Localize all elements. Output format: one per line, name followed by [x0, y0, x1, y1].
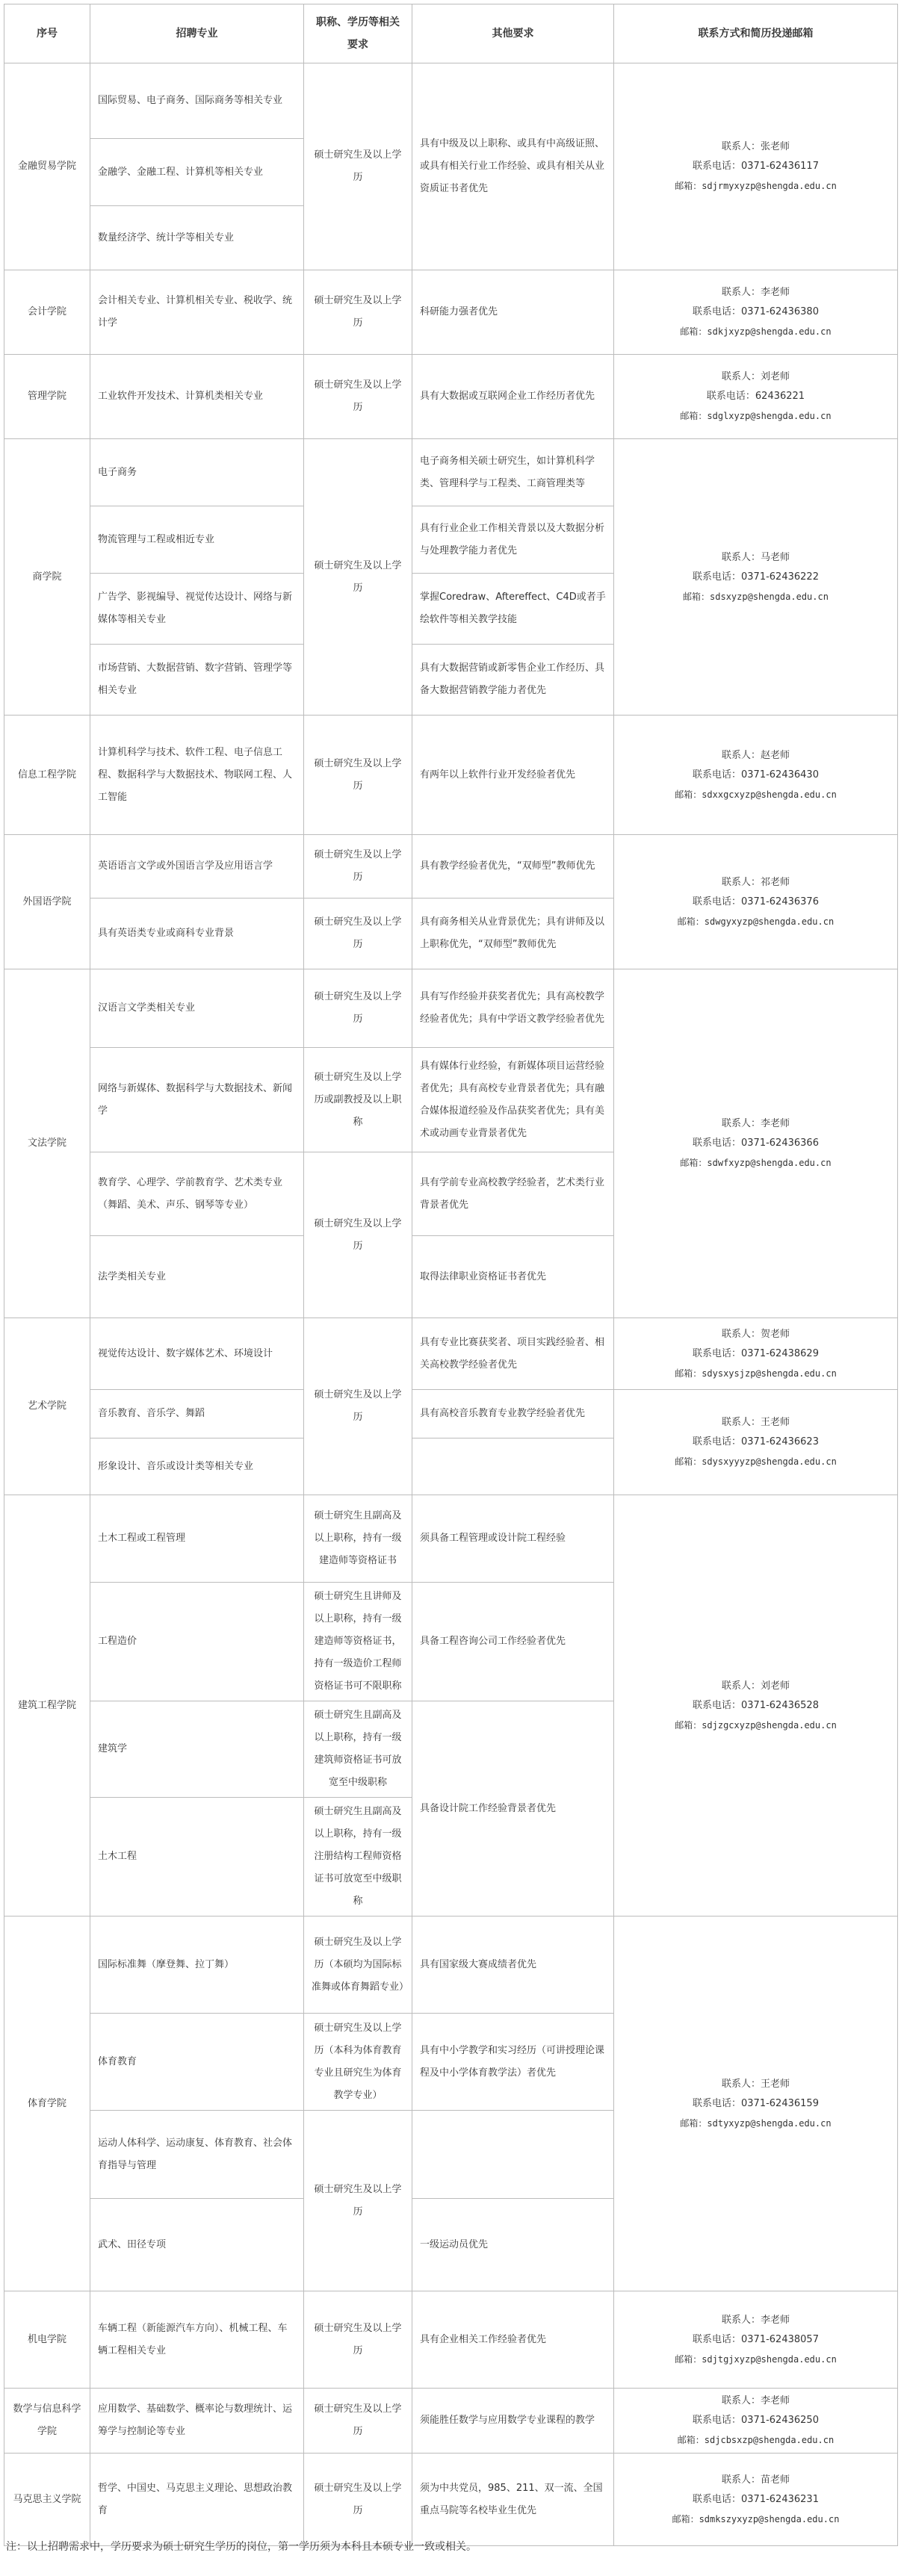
contact-cell	[614, 63, 898, 270]
major-cell: 会计相关专业、计算机相关专业、税收学、统计学	[90, 270, 304, 355]
contact-person: 联系人：苗老师	[721, 2474, 790, 2486]
contact-email[interactable]: 邮箱：sdsxyzp@shengda.edu.cn	[683, 591, 829, 602]
department-cell: 文法学院	[4, 969, 90, 1318]
department-cell: 管理学院	[4, 355, 90, 439]
contact-person: 联系人：李老师	[721, 1118, 790, 1129]
major-cell: 国际贸易、电子商务、国际商务等相关专业	[90, 63, 304, 139]
contact-cell	[614, 270, 898, 355]
contact-email[interactable]: 邮箱：sdjzgcxyzp@shengda.edu.cn	[675, 1719, 837, 1731]
contact-phone: 联系电话：0371-62436159	[693, 2097, 819, 2109]
qualification-cell: 硕士研究生及以上学历	[304, 2291, 412, 2389]
contact-person: 联系人：刘老师	[721, 1680, 790, 1692]
department-cell: 会计学院	[4, 270, 90, 355]
contact-email[interactable]: 邮箱：sdjrmyxyzp@shengda.edu.cn	[675, 181, 837, 191]
contact-cell	[614, 2389, 898, 2454]
header-qualification: 职称、学历等相关要求	[304, 4, 412, 63]
major-cell: 形象设计、音乐或设计类等相关专业	[90, 1438, 304, 1495]
contact-cell	[614, 1390, 898, 1495]
requirement-cell: 电子商务相关硕士研究生，如计算机科学类、管理科学与工程类、工商管理类等	[412, 439, 614, 506]
major-cell: 电子商务	[90, 439, 304, 506]
table-row	[4, 1390, 898, 1438]
contact-phone: 联系电话：0371-62436528	[693, 1699, 819, 1711]
contact-cell	[614, 355, 898, 439]
department-cell: 金融贸易学院	[4, 63, 90, 270]
qualification-cell: 硕士研究生及以上学历	[304, 835, 412, 899]
requirement-cell: 具有教学经验者优先，“双师型”教师优先	[412, 835, 614, 899]
contact-person: 联系人：贺老师	[721, 1328, 790, 1340]
qualification-cell: 硕士研究生且副高及以上职称，持有一级建造师等资格证书	[304, 1495, 412, 1583]
requirement-cell: 具有写作经验并获奖者优先；具有高校教学经验者优先；具有中学语文教学经验者优先	[412, 969, 614, 1048]
header-contact: 联系方式和简历投递邮箱	[614, 4, 898, 63]
qualification-cell: 硕士研究生及以上学历	[304, 355, 412, 439]
requirement-cell: 具有国家级大赛成绩者优先	[412, 1917, 614, 2014]
requirement-cell: 具有商务相关从业背景优先；具有讲师及以上职称优先，“双师型”教师优先	[412, 899, 614, 969]
department-cell: 机电学院	[4, 2291, 90, 2389]
contact-person: 联系人：马老师	[721, 551, 790, 563]
major-cell: 英语语言文学或外国语言学及应用语言学	[90, 835, 304, 899]
contact-cell	[614, 439, 898, 716]
major-cell: 哲学、中国史、马克思主义理论、思想政治教育	[90, 2454, 304, 2546]
requirement-cell: 有两年以上软件行业开发经验者优先	[412, 716, 614, 835]
contact-cell	[614, 716, 898, 835]
major-cell: 建筑学	[90, 1701, 304, 1798]
table-row	[4, 969, 898, 1048]
major-cell: 金融学、金融工程、计算机等相关专业	[90, 139, 304, 206]
major-cell: 工业软件开发技术、计算机类相关专业	[90, 355, 304, 439]
requirement-cell: 具备工程咨询公司工作经验者优先	[412, 1583, 614, 1701]
table-row	[4, 2291, 898, 2389]
qualification-cell: 硕士研究生及以上学历	[304, 969, 412, 1048]
qualification-cell: 硕士研究生及以上学历	[304, 1152, 412, 1318]
qualification-cell: 硕士研究生且讲师及以上职称，持有一级建造师等资格证书，持有一级造价工程师资格证书可不限职称	[304, 1583, 412, 1701]
qualification-cell: 硕士研究生及以上学历	[304, 2389, 412, 2454]
contact-cell	[614, 1318, 898, 1390]
requirement-cell: 须具备工程管理或设计院工程经验	[412, 1495, 614, 1583]
department-cell: 信息工程学院	[4, 716, 90, 835]
major-cell: 应用数学、基础数学、概率论与数理统计、运筹学与控制论等专业	[90, 2389, 304, 2454]
contact-email[interactable]: 邮箱：sdglxyzp@shengda.edu.cn	[680, 411, 832, 421]
department-cell: 艺术学院	[4, 1318, 90, 1495]
major-cell: 国际标准舞（摩登舞、拉丁舞）	[90, 1917, 304, 2014]
table-row	[4, 1917, 898, 2014]
contact-email[interactable]: 邮箱：sdysxysjzp@shengda.edu.cn	[675, 1368, 837, 1379]
requirement-cell: 具备设计院工作经验背景者优先	[412, 1701, 614, 1917]
major-cell: 网络与新媒体、数据科学与大数据技术、新闻学	[90, 1048, 304, 1152]
major-cell: 土木工程或工程管理	[90, 1495, 304, 1583]
contact-person: 联系人：赵老师	[721, 749, 790, 761]
contact-phone: 联系电话：0371-62436231	[693, 2493, 819, 2505]
contact-cell	[614, 835, 898, 969]
table-row	[4, 1495, 898, 1583]
requirement-cell: 一级运动员优先	[412, 2199, 614, 2291]
major-cell: 物流管理与工程或相近专业	[90, 506, 304, 574]
contact-phone: 联系电话：0371-62436117	[693, 161, 819, 172]
contact-phone: 联系电话：0371-62436366	[693, 1138, 819, 1149]
contact-phone: 联系电话：0371-62436430	[693, 769, 819, 780]
qualification-cell: 硕士研究生及以上学历（本硕均为国际标准舞或体育舞蹈专业）	[304, 1917, 412, 2014]
contact-person: 联系人：李老师	[721, 287, 790, 298]
major-cell: 广告学、影视编导、视觉传达设计、网络与新媒体等相关专业	[90, 574, 304, 645]
qualification-cell: 硕士研究生及以上学历	[304, 2454, 412, 2546]
qualification-cell: 硕士研究生及以上学历	[304, 2111, 412, 2291]
contact-phone: 联系电话：0371-62438057	[693, 2333, 819, 2345]
header-other-requirements: 其他要求	[412, 4, 614, 63]
contact-person: 联系人：李老师	[721, 2314, 790, 2326]
table-row	[4, 2389, 898, 2454]
major-cell: 计算机科学与技术、软件工程、电子信息工程、数据科学与大数据技术、物联网工程、人工智能	[90, 716, 304, 835]
major-cell: 体育教育	[90, 2014, 304, 2111]
department-cell: 体育学院	[4, 1917, 90, 2291]
table-row	[4, 716, 898, 835]
contact-email[interactable]: 邮箱：sdxxgcxyzp@shengda.edu.cn	[675, 789, 837, 800]
major-cell: 视觉传达设计、数字媒体艺术、环境设计	[90, 1318, 304, 1390]
requirement-cell: 具有企业相关工作经验者优先	[412, 2291, 614, 2389]
requirement-cell: 具有高校音乐教育专业教学经验者优先	[412, 1390, 614, 1438]
qualification-cell: 硕士研究生且副高及以上职称，持有一级建筑师资格证书可放宽至中级职称	[304, 1701, 412, 1798]
qualification-cell: 硕士研究生且副高及以上职称，持有一级注册结构工程师资格证书可放宽至中级职称	[304, 1798, 412, 1917]
requirement-cell: 具有行业企业工作相关背景以及大数据分析与处理教学能力者优先	[412, 506, 614, 574]
table-row	[4, 1318, 898, 1390]
qualification-cell: 硕士研究生及以上学历	[304, 270, 412, 355]
contact-person: 联系人：王老师	[721, 2078, 790, 2090]
recruitment-table	[4, 4, 898, 2546]
contact-email[interactable]: 邮箱：sdwfxyzp@shengda.edu.cn	[680, 1158, 832, 1168]
qualification-cell: 硕士研究生及以上学历或副教授及以上职称	[304, 1048, 412, 1152]
major-cell: 汉语言文学类相关专业	[90, 969, 304, 1048]
contact-cell	[614, 2454, 898, 2546]
qualification-cell: 硕士研究生及以上学历	[304, 63, 412, 270]
requirement-cell: 掌握Coredraw、Aftereffect、C4D或者手绘软件等相关教学技能	[412, 574, 614, 645]
contact-email[interactable]: 邮箱：sdkjxyzp@shengda.edu.cn	[680, 326, 832, 337]
department-cell: 外国语学院	[4, 835, 90, 969]
requirement-cell: 具有专业比赛获奖者、项目实践经验者、相关高校教学经验者优先	[412, 1318, 614, 1390]
major-cell: 土木工程	[90, 1798, 304, 1917]
major-cell: 武术、田径专项	[90, 2199, 304, 2291]
contact-phone: 联系电话：0371-62438629	[693, 1347, 819, 1359]
major-cell: 具有英语类专业或商科专业背景	[90, 899, 304, 969]
major-cell: 车辆工程（新能源汽车方向）、机械工程、车辆工程相关专业	[90, 2291, 304, 2389]
contact-phone: 联系电话：62436221	[706, 391, 805, 402]
contact-phone: 联系电话：0371-62436623	[693, 1436, 819, 1447]
table-row	[4, 355, 898, 439]
contact-person: 联系人：李老师	[721, 2395, 790, 2406]
contact-email[interactable]: 邮箱：sdmkszyxyzp@shengda.edu.cn	[672, 2513, 840, 2524]
requirement-cell: 具有中小学教学和实习经历（可讲授理论课程及中小学体育教学法）者优先	[412, 2014, 614, 2111]
contact-phone: 联系电话：0371-62436376	[693, 896, 819, 907]
contact-email[interactable]: 邮箱：sdjcbsxzp@shengda.edu.cn	[677, 2435, 835, 2445]
requirement-cell: 科研能力强者优先	[412, 270, 614, 355]
requirement-cell: 具有学前专业高校教学经验者，艺术类行业背景者优先	[412, 1152, 614, 1236]
contact-phone: 联系电话：0371-62436250	[693, 2415, 819, 2426]
requirement-cell: 取得法律职业资格证书者优先	[412, 1236, 614, 1318]
table-row	[4, 2454, 898, 2546]
department-cell: 建筑工程学院	[4, 1495, 90, 1917]
qualification-cell: 硕士研究生及以上学历	[304, 439, 412, 716]
qualification-cell: 硕士研究生及以上学历（本科为体育教育专业且研究生为体育教学专业）	[304, 2014, 412, 2111]
table-header-row	[4, 4, 898, 63]
contact-cell	[614, 1495, 898, 1917]
table-row	[4, 63, 898, 139]
qualification-cell: 硕士研究生及以上学历	[304, 1318, 412, 1495]
requirement-cell: 须为中共党员，985、211、双一流、全国重点马院等名校毕业生优先	[412, 2454, 614, 2546]
major-cell: 教育学、心理学、学前教育学、艺术类专业（舞蹈、美术、声乐、钢琴等专业）	[90, 1152, 304, 1236]
requirement-cell	[412, 1438, 614, 1495]
footnote: 注：以上招聘需求中，学历要求为硕士研究生学历的岗位，第一学历须为本科且本硕专业一致或相关。	[6, 2541, 477, 2553]
major-cell: 运动人体科学、运动康复、体育教育、社会体育指导与管理	[90, 2111, 304, 2199]
major-cell: 法学类相关专业	[90, 1236, 304, 1318]
table-body	[4, 63, 898, 2546]
table-row	[4, 270, 898, 355]
contact-phone: 联系电话：0371-62436380	[693, 306, 819, 317]
contact-email[interactable]: 邮箱：sdjtgjxyzp@shengda.edu.cn	[675, 2353, 837, 2365]
department-cell: 数学与信息科学学院	[4, 2389, 90, 2454]
table-row	[4, 835, 898, 899]
header-major: 招聘专业	[90, 4, 304, 63]
table-row	[4, 439, 898, 506]
contact-email[interactable]: 邮箱：sdwgyxyzp@shengda.edu.cn	[677, 916, 835, 927]
contact-email[interactable]: 邮箱：sdysxyyyzp@shengda.edu.cn	[675, 1456, 837, 1467]
contact-cell	[614, 2291, 898, 2389]
header-index: 序号	[4, 4, 90, 63]
requirement-cell: 具有大数据或互联网企业工作经历者优先	[412, 355, 614, 439]
requirement-cell	[412, 2111, 614, 2199]
major-cell: 工程造价	[90, 1583, 304, 1701]
contact-cell	[614, 969, 898, 1318]
major-cell: 市场营销、大数据营销、数字营销、管理学等相关专业	[90, 645, 304, 716]
contact-person: 联系人：刘老师	[721, 371, 790, 382]
qualification-cell: 硕士研究生及以上学历	[304, 899, 412, 969]
department-cell: 商学院	[4, 439, 90, 716]
contact-phone: 联系电话：0371-62436222	[693, 571, 819, 583]
contact-email[interactable]: 邮箱：sdtyxyzp@shengda.edu.cn	[680, 2117, 832, 2129]
requirement-cell: 须能胜任数学与应用数学专业课程的教学	[412, 2389, 614, 2454]
qualification-cell: 硕士研究生及以上学历	[304, 716, 412, 835]
requirement-cell: 具有大数据营销或新零售企业工作经历、具备大数据营销教学能力者优先	[412, 645, 614, 716]
contact-person: 联系人：祁老师	[721, 876, 790, 888]
contact-cell	[614, 1917, 898, 2291]
contact-person: 联系人：王老师	[721, 1417, 790, 1428]
major-cell: 音乐教育、音乐学、舞蹈	[90, 1390, 304, 1438]
requirement-cell: 具有媒体行业经验，有新媒体项目运营经验者优先；具有高校专业背景者优先；具有融合媒体报道经验及作品获奖者优先；具有美术或动画专业背景者优先	[412, 1048, 614, 1152]
department-cell: 马克思主义学院	[4, 2454, 90, 2546]
requirement-cell: 具有中级及以上职称、或具有中高级证照、或具有相关行业工作经验、或具有相关从业资质证书者优先	[412, 63, 614, 270]
major-cell: 数量经济学、统计学等相关专业	[90, 206, 304, 270]
contact-person: 联系人：张老师	[721, 141, 790, 152]
